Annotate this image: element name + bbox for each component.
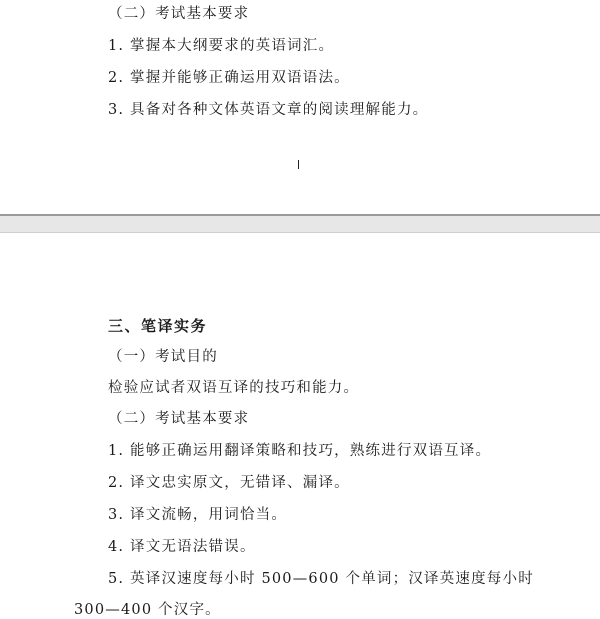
document-page-2	[0, 233, 600, 619]
translation-requirement-5-continued: 300—400 个汉字。	[74, 602, 221, 618]
translation-requirement-3: 3. 译文流畅，用词恰当。	[108, 507, 288, 523]
section-title: 三、笔译实务	[108, 317, 208, 335]
translation-requirement-2: 2. 译文忠实原文，无错译、漏译。	[108, 475, 350, 491]
subheading-exam-requirements: （二）考试基本要求	[108, 411, 250, 427]
subheading-exam-purpose: （一）考试目的	[108, 349, 218, 365]
translation-requirement-1: 1. 能够正确运用翻译策略和技巧，熟练进行双语互译。	[108, 443, 492, 459]
text-cursor	[298, 160, 299, 169]
requirement-item-2: 2. 掌握并能够正确运用双语语法。	[108, 70, 350, 86]
requirement-item-1: 1. 掌握本大纲要求的英语词汇。	[108, 38, 335, 54]
translation-requirement-5: 5. 英译汉速度每小时 500—600 个单词；汉译英速度每小时	[108, 571, 534, 587]
subheading-exam-requirements: （二）考试基本要求	[108, 6, 250, 22]
exam-purpose-text: 检验应试者双语互译的技巧和能力。	[108, 380, 360, 396]
translation-requirement-4: 4. 译文无语法错误。	[108, 539, 256, 555]
requirement-item-3: 3. 具备对各种文体英语文章的阅读理解能力。	[108, 102, 429, 118]
document-page-1	[0, 0, 600, 214]
page-break-separator	[0, 214, 600, 233]
